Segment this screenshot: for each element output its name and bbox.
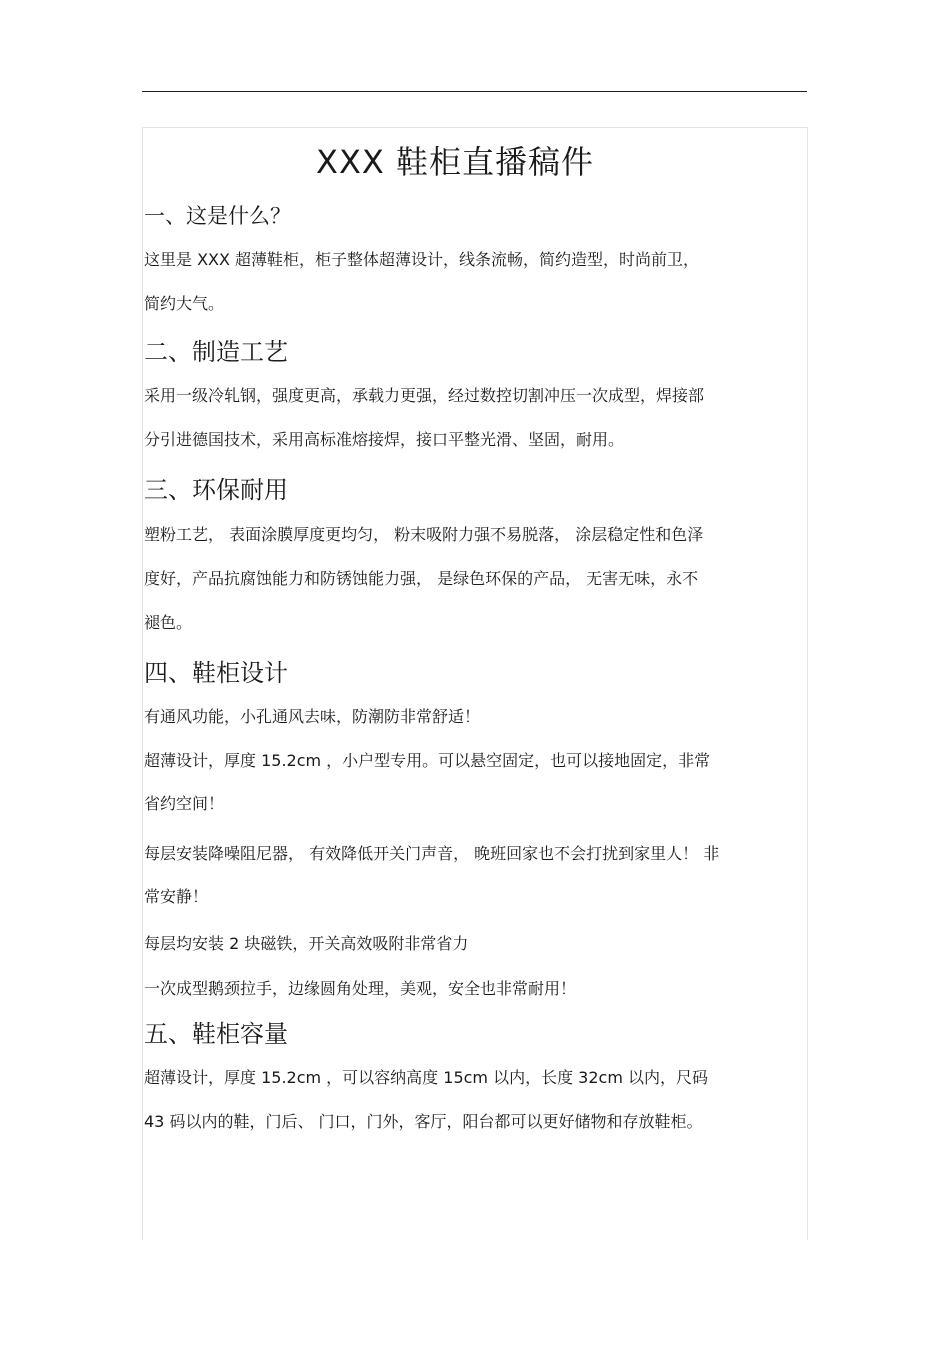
paragraph-line: 简约大气。 bbox=[144, 294, 225, 313]
paragraph-line: 超薄设计，厚度 15.2cm ，小户型专用。可以悬空固定，也可以接地固定，非常 bbox=[144, 751, 711, 770]
section-heading-eco: 三、环保耐用 bbox=[144, 476, 288, 504]
paragraph-line: 43 码以内的鞋，门后、 门口，门外，客厅，阳台都可以更好储物和存放鞋柜。 bbox=[144, 1112, 703, 1131]
paragraph-line: 采用一级冷轧钢，强度更高，承载力更强，经过数控切割冲压一次成型，焊接部 bbox=[144, 386, 705, 405]
section-heading-what: 一、这是什么？ bbox=[144, 204, 291, 228]
paragraph-line: 每层均安装 2 块磁铁，开关高效吸附非常省力 bbox=[144, 934, 469, 953]
paragraph-line: 这里是 XXX 超薄鞋柜，柜子整体超薄设计，线条流畅，简约造型，时尚前卫， bbox=[144, 250, 700, 269]
paragraph-line: 常安静！ bbox=[144, 887, 209, 906]
section-heading-design: 四、鞋柜设计 bbox=[144, 659, 288, 687]
section-heading-capacity: 五、鞋柜容量 bbox=[144, 1020, 288, 1048]
section-heading-craft: 二、制造工艺 bbox=[144, 338, 288, 366]
paragraph-line: 省约空间！ bbox=[144, 794, 225, 813]
paragraph-line: 度好，产品抗腐蚀能力和防锈蚀能力强， 是绿色环保的产品， 无害无味，永不 bbox=[144, 569, 699, 588]
paragraph-line: 每层安装降噪阻尼器， 有效降低开关门声音， 晚班回家也不会打扰到家里人！ 非 bbox=[144, 844, 720, 863]
header-rule bbox=[142, 91, 807, 92]
document-title: XXX 鞋柜直播稿件 bbox=[316, 143, 594, 181]
paragraph-line: 有通风功能，小孔通风去味，防潮防非常舒适！ bbox=[144, 707, 481, 726]
paragraph-line: 分引进德国技术，采用高标准熔接焊，接口平整光滑、坚固，耐用。 bbox=[144, 430, 625, 449]
paragraph-line: 超薄设计，厚度 15.2cm ，可以容纳高度 15cm 以内，长度 32cm 以内，尺码 bbox=[144, 1068, 709, 1087]
paragraph-line: 一次成型鹅颈拉手，边缘圆角处理，美观，安全也非常耐用！ bbox=[144, 979, 577, 998]
paragraph-line: 褪色。 bbox=[144, 613, 193, 632]
paragraph-line: 塑粉工艺， 表面涂膜厚度更均匀， 粉末吸附力强不易脱落， 涂层稳定性和色泽 bbox=[144, 525, 704, 544]
